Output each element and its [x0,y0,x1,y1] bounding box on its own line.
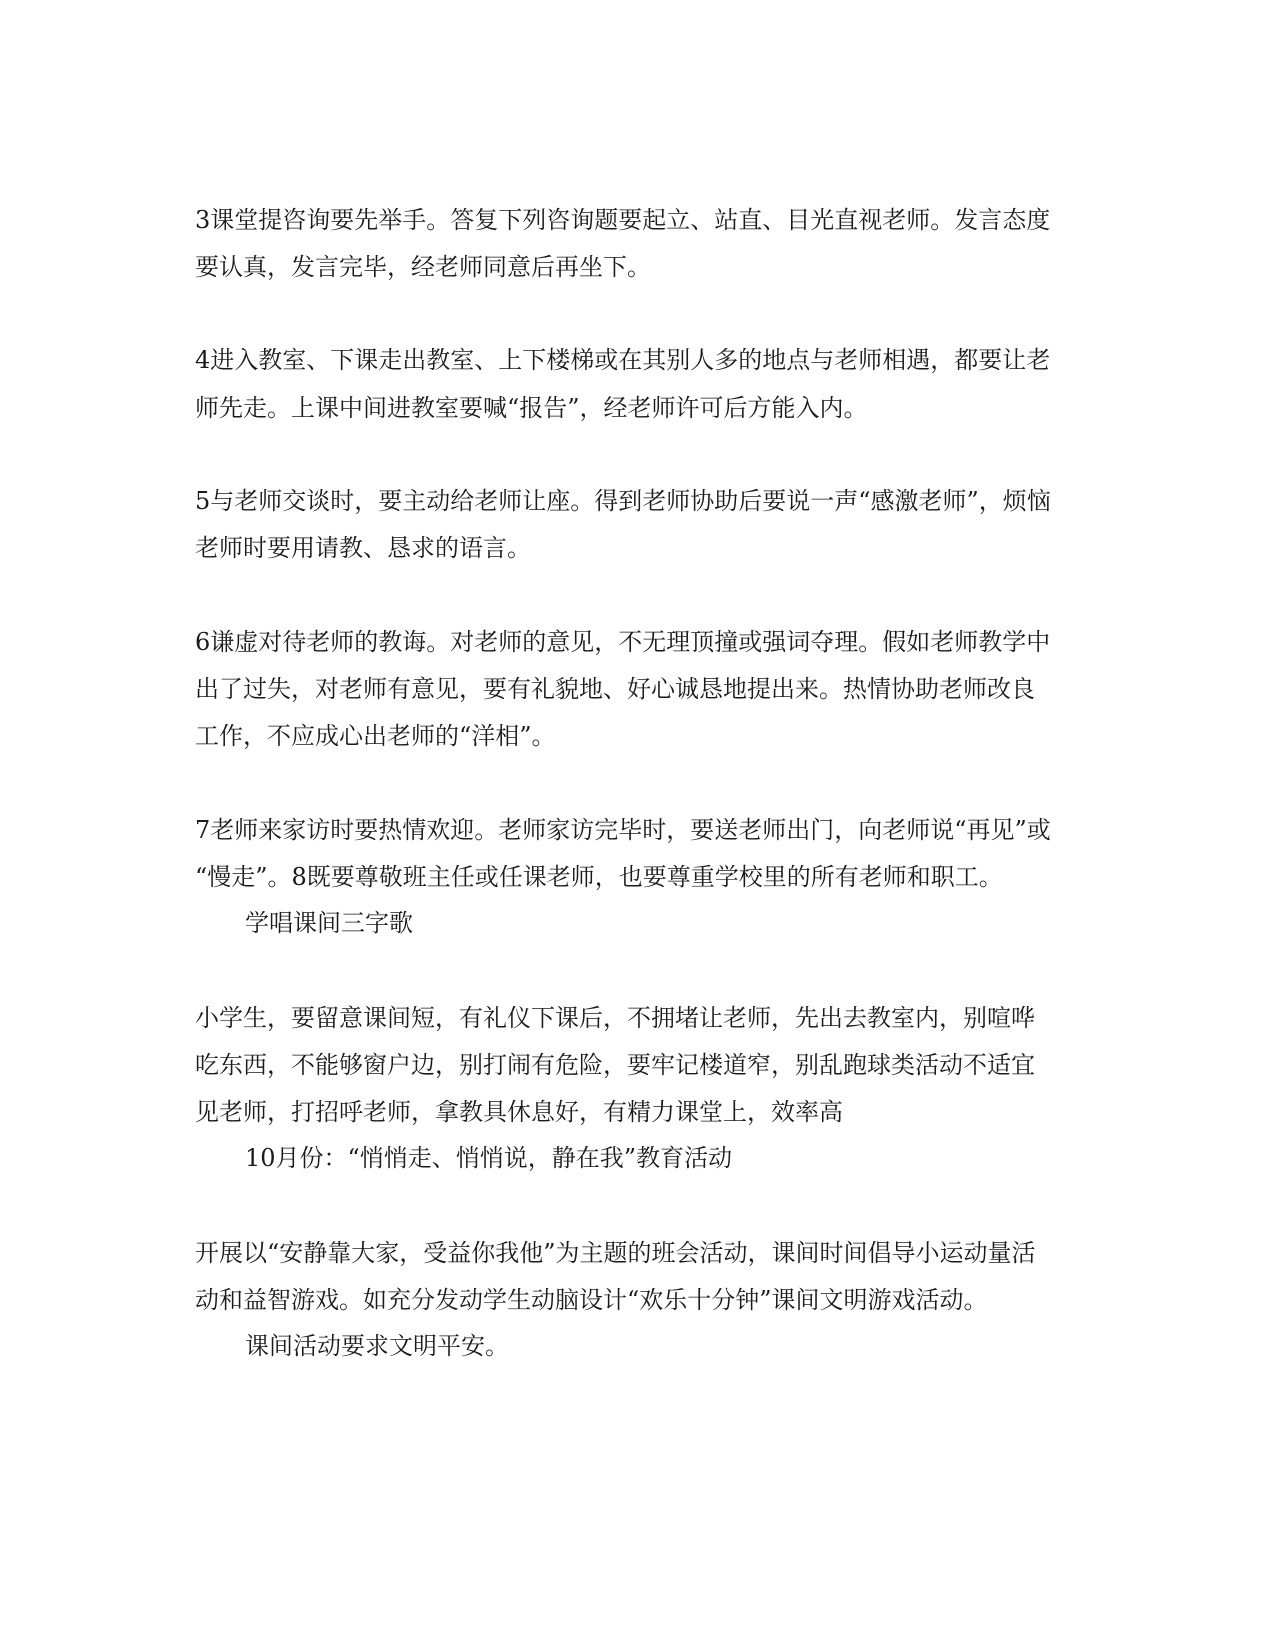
song-line-3: 见老师，打招呼老师，拿教具休息好，有精力课堂上，效率高 [195,1098,843,1126]
rule-4-line-1: 4进入教室、下课走出教室、上下楼梯或在其别人多的地点与老师相遇，都要让老 [195,346,1051,374]
rule-5-line-1: 5与老师交谈时，要主动给老师让座。得到老师协助后要说一声“感激老师”，烦恼 [195,487,1051,515]
rule-3-line-2: 要认真，发言完毕，经老师同意后再坐下。 [195,253,651,281]
rule-3-line-1: 3课堂提咨询要先举手。答复下列咨询题要起立、站直、目光直视老师。发言态度 [195,206,1051,234]
rule-7-line-2: “慢走”。8既要尊敬班主任或任课老师，也要尊重学校里的所有老师和职工。 [195,863,1003,891]
song-line-2: 吃东西，不能够窗户边，别打闹有危险，要牢记楼道窄，别乱跑球类活动不适宜 [195,1051,1035,1079]
rule-5-line-2: 老师时要用请教、恳求的语言。 [195,534,531,562]
rule-7-line-1: 7老师来家访时要热情欢迎。老师家访完毕时，要送老师出门，向老师说“再见”或 [195,816,1051,844]
closing-line: 课间活动要求文明平安。 [245,1332,509,1360]
rule-4-line-2: 师先走。上课中间进教室要喊“报告”，经老师许可后方能入内。 [195,394,868,422]
october-line-1: 开展以“安静靠大家，受益你我他”为主题的班会活动，课间时间倡导小运动量活 [195,1239,1036,1267]
rule-6-line-3: 工作，不应成心出老师的“洋相”。 [195,722,556,750]
rule-6-line-1: 6谦虚对待老师的教诲。对老师的意见，不无理顶撞或强词夺理。假如老师教学中 [195,628,1051,656]
rule-6-line-2: 出了过失，对老师有意见，要有礼貌地、好心诚恳地提出来。热情协助老师改良 [195,675,1035,703]
october-line-2: 动和益智游戏。如充分发动学生动脑设计“欢乐十分钟”课间文明游戏活动。 [195,1286,988,1314]
section-heading-song: 学唱课间三字歌 [245,909,413,937]
song-line-1: 小学生，要留意课间短，有礼仪下课后，不拥堵让老师，先出去教室内，别喧哗 [195,1004,1035,1032]
section-heading-october: 10月份：“悄悄走、悄悄说，静在我”教育活动 [245,1144,733,1172]
